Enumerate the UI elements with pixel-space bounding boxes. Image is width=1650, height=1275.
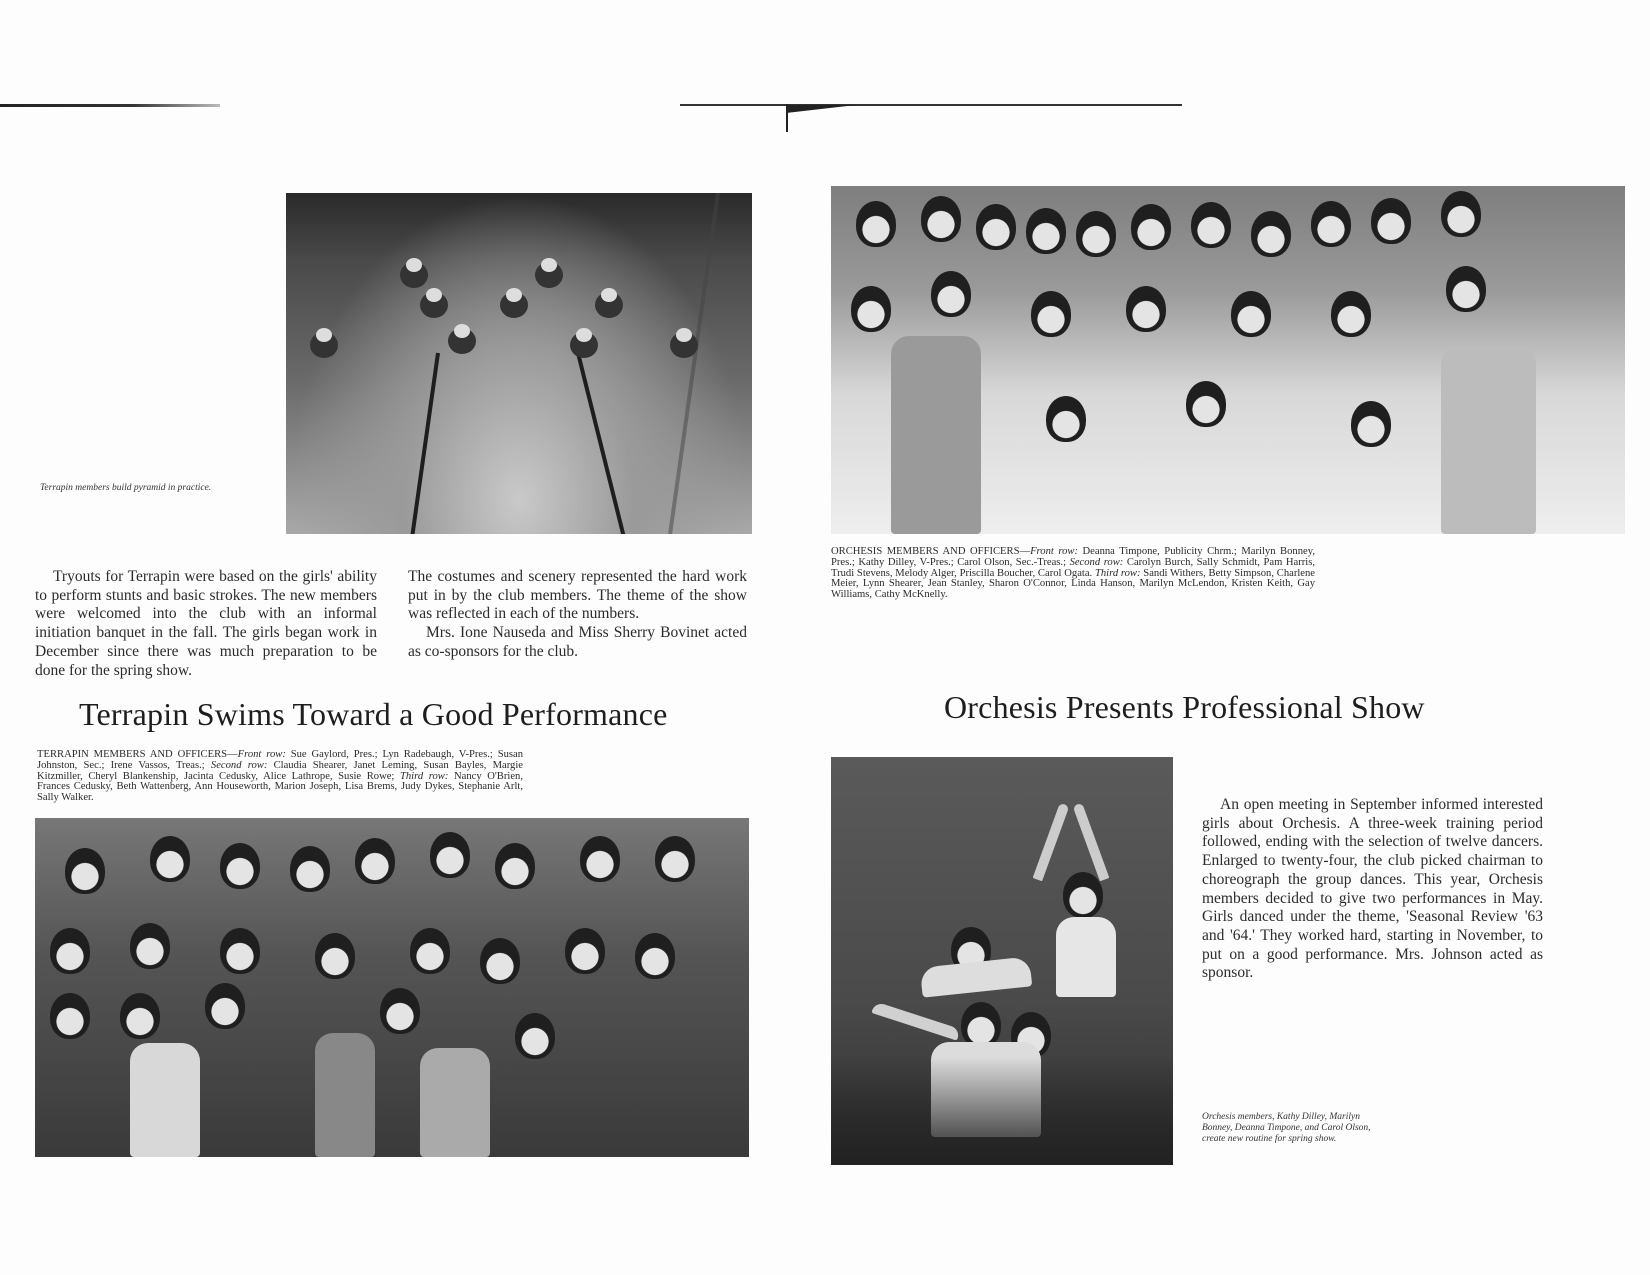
- terrapin-paragraph: Tryouts for Terrapin were based on the girls' ability to perform stunts and basic strokes. The new members were welcomed into the club with an informal initiation banquet in the fall. The girls began work in December since there was much preparation to be done for the spring show.: [35, 568, 377, 679]
- third-row-label: Third row:: [1094, 567, 1141, 579]
- third-row-names: Nancy O'Brien, Frances Cedusky, Beth Wattenberg, Ann Houseworth, Marion Joseph, Lisa Brems, Judy Dykes, Stephanie Arlt, Sally Walker.: [37, 770, 523, 804]
- terrapin-body-col2: [408, 568, 747, 662]
- front-row-names: Sue Gaylord, Pres.; Lyn Radebaugh, V-Pres.; Susan Johnston, Sec.; Irene Vassos, Treas.;: [37, 749, 523, 771]
- dance-photo-caption: Orchesis members, Kathy Dilley, Marilyn Bonney, Deanna Timpone, and Carol Olson, create new routine for spring show.: [1202, 1112, 1371, 1144]
- terrapin-members-caption: [37, 750, 523, 804]
- orchesis-group-photo: [831, 186, 1625, 534]
- second-row-names: Carolyn Burch, Sally Schmidt, Pam Harris, Trudi Stevens, Melody Alger, Priscilla Boucher, Carol Ogata.: [831, 556, 1315, 579]
- terrapin-paragraph: The costumes and scenery represented the hard work put in by the club members. The theme of the show was reflected in each of the numbers.: [408, 568, 747, 623]
- dance-photo: [831, 757, 1173, 1165]
- pool-photo: [286, 193, 752, 534]
- orchesis-heading: Orchesis Presents Professional Show: [944, 689, 1425, 725]
- binding-spine-mark: [786, 105, 856, 113]
- caption-lead: TERRAPIN MEMBERS AND OFFICERS—: [37, 749, 238, 760]
- terrapin-group-photo: [35, 818, 749, 1157]
- caption-lead: ORCHESIS MEMBERS AND OFFICERS—: [831, 546, 1031, 557]
- pool-lane-line: [576, 353, 626, 534]
- second-row-label: Second row:: [210, 759, 268, 771]
- binding-spine-line: [786, 104, 788, 132]
- terrapin-body-col1: [35, 568, 377, 680]
- terrapin-paragraph: Mrs. Ione Nauseda and Miss Sherry Bovinet acted as co-sponsors for the club.: [408, 624, 747, 660]
- terrapin-heading: Terrapin Swims Toward a Good Performance: [79, 696, 668, 732]
- second-row-names: Claudia Shearer, Janet Leming, Susan Bayles, Margie Kitzmiller, Cheryl Blankenship, Jacinta Cedusky, Alice Lathrope, Susie Rowe;: [37, 759, 523, 782]
- third-row-names: Sandi Withers, Betty Simpson, Charlene Meier, Lynn Shearer, Jean Stanley, Sharon O'Connor, Linda Hanson, Marilyn McLendon, Kristen Keith, Gay Williams, Cathy McKnelly.: [831, 567, 1316, 601]
- pool-photo-caption: Terrapin members build pyramid in practice.: [40, 483, 212, 493]
- second-row-label: Second row:: [1069, 556, 1124, 568]
- pool-lane-line: [410, 353, 440, 534]
- third-row-label: Third row:: [399, 770, 449, 782]
- orchesis-members-caption: [831, 547, 1315, 601]
- orchesis-paragraph: An open meeting in September informed interested girls about Orchesis. A three-week training period followed, ending with the selection of twelve dancers. Enlarged to twenty-four, the club picked chairman to choreograph the group dances. This year, Orchesis members decided to give two performances in May. Girls danced under the theme, 'Seasonal Review '63 and '64.' They worked hard, starting in November, to put on a good performance. Mrs. Johnson acted as sponsor.: [1202, 796, 1543, 982]
- orchesis-body: [1202, 796, 1543, 983]
- page-top-rule-left: [0, 104, 220, 107]
- front-row-names: Deanna Timpone, Publicity Chrm.; Marilyn Bonney, Pres.; Kathy Dilley, V-Pres.; Carol Olson, Sec.-Treas.;: [831, 546, 1315, 568]
- page-top-rule-right: [680, 104, 1182, 106]
- front-row-label: Front row:: [1030, 546, 1078, 557]
- front-row-label: Front row:: [237, 749, 286, 760]
